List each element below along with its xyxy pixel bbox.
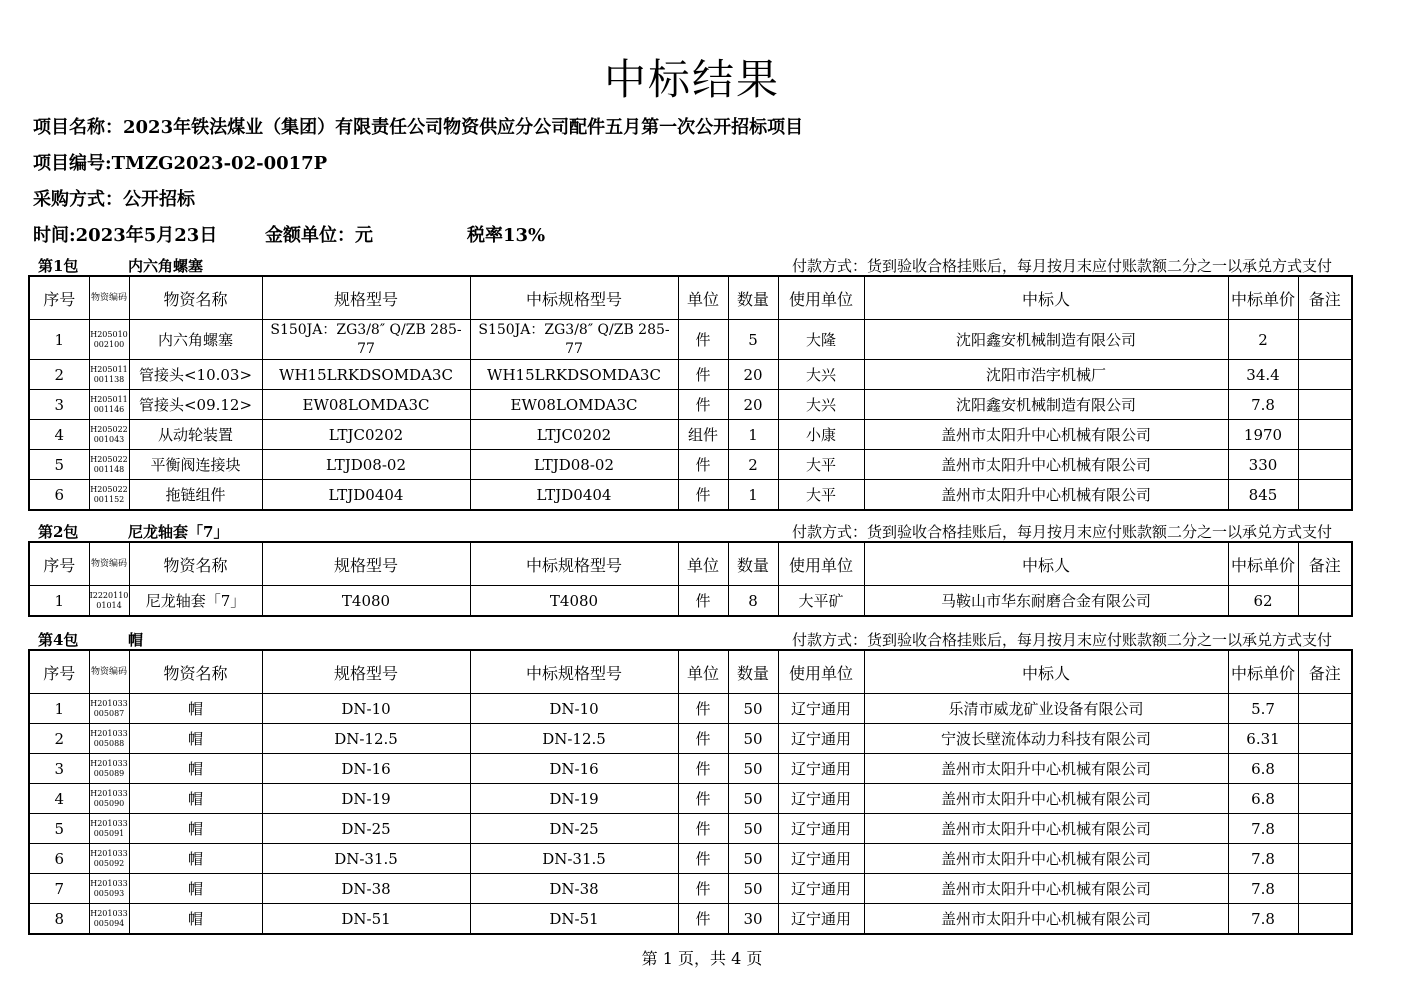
cell-unit: 件 xyxy=(678,586,728,617)
cell-price: 7.8 xyxy=(1228,904,1298,935)
cell-qty: 50 xyxy=(728,814,778,844)
cell-note xyxy=(1298,754,1352,784)
cell-win-spec: DN-25 xyxy=(470,814,678,844)
cell-code: H205011001146 xyxy=(89,390,129,420)
cell-note xyxy=(1298,724,1352,754)
cell-code: H205010002100 xyxy=(89,320,129,360)
cell-price: 7.8 xyxy=(1228,874,1298,904)
cell-qty: 1 xyxy=(728,420,778,450)
table-row xyxy=(29,694,1352,724)
package-number: 第2包 xyxy=(38,523,79,541)
document-title: 中标结果 xyxy=(603,55,780,104)
cell-winner: 盖州市太阳升中心机械有限公司 xyxy=(864,784,1228,814)
cell-qty: 50 xyxy=(728,784,778,814)
cell-winner: 沈阳市浩宇机械厂 xyxy=(864,360,1228,390)
cell-spec: DN-31.5 xyxy=(262,844,470,874)
cell-win-spec: S150JA：ZG3/8″ Q/ZB 285-77 xyxy=(470,320,678,360)
method-label: 采购方式： xyxy=(33,189,123,210)
cell-unit: 件 xyxy=(678,754,728,784)
package-name: 内六角螺塞 xyxy=(128,257,204,275)
cell-seq: 3 xyxy=(29,390,89,420)
table-row xyxy=(29,480,1352,511)
cell-name: 管接头<10.03> xyxy=(129,360,262,390)
cell-name: 内六角螺塞 xyxy=(129,320,262,360)
cell-code: H201033005087 xyxy=(89,694,129,724)
cell-user: 辽宁通用 xyxy=(778,754,864,784)
cell-qty: 5 xyxy=(728,320,778,360)
cell-note xyxy=(1298,320,1352,360)
cell-spec: DN-16 xyxy=(262,754,470,784)
cell-user: 大平矿 xyxy=(778,586,864,617)
column-header: 物资名称 xyxy=(129,542,262,586)
cell-user: 辽宁通用 xyxy=(778,814,864,844)
cell-price: 7.8 xyxy=(1228,814,1298,844)
award-table xyxy=(28,541,1353,617)
cell-unit: 件 xyxy=(678,904,728,935)
cell-note xyxy=(1298,814,1352,844)
cell-win-spec: WH15LRKDSOMDA3C xyxy=(470,360,678,390)
cell-seq: 6 xyxy=(29,844,89,874)
package-name: 帽 xyxy=(128,631,144,649)
cell-spec: LTJD0404 xyxy=(262,480,470,511)
cell-price: 330 xyxy=(1228,450,1298,480)
cell-note xyxy=(1298,450,1352,480)
cell-winner: 盖州市太阳升中心机械有限公司 xyxy=(864,814,1228,844)
cell-name: 帽 xyxy=(129,724,262,754)
cell-qty: 1 xyxy=(728,480,778,511)
project-name-line xyxy=(33,116,803,140)
column-header: 规格型号 xyxy=(262,650,470,694)
cell-qty: 20 xyxy=(728,390,778,420)
cell-user: 辽宁通用 xyxy=(778,784,864,814)
column-header: 规格型号 xyxy=(262,276,470,320)
column-header: 单位 xyxy=(678,276,728,320)
column-header: 物资名称 xyxy=(129,650,262,694)
cell-seq: 2 xyxy=(29,724,89,754)
table-row xyxy=(29,320,1352,360)
cell-unit: 件 xyxy=(678,814,728,844)
cell-name: 帽 xyxy=(129,844,262,874)
table-header-row xyxy=(29,542,1352,586)
table-row xyxy=(29,360,1352,390)
cell-name: 管接头<09.12> xyxy=(129,390,262,420)
table-row xyxy=(29,874,1352,904)
date: 时间:2023年5月23日 xyxy=(33,225,218,246)
cell-note xyxy=(1298,694,1352,724)
cell-code: H205022001043 xyxy=(89,420,129,450)
cell-winner: 乐清市威龙矿业设备有限公司 xyxy=(864,694,1228,724)
table-row xyxy=(29,390,1352,420)
cell-unit: 组件 xyxy=(678,420,728,450)
cell-code: H201033005088 xyxy=(89,724,129,754)
method: 公开招标 xyxy=(123,189,195,210)
cell-seq: 6 xyxy=(29,480,89,511)
package-header xyxy=(38,522,1332,542)
table-row xyxy=(29,450,1352,480)
cell-winner: 沈阳鑫安机械制造有限公司 xyxy=(864,390,1228,420)
cell-qty: 50 xyxy=(728,694,778,724)
cell-price: 34.4 xyxy=(1228,360,1298,390)
cell-qty: 50 xyxy=(728,754,778,784)
project-no-label: 项目编号: xyxy=(33,153,112,174)
award-table xyxy=(28,275,1353,511)
cell-note xyxy=(1298,904,1352,935)
cell-price: 5.7 xyxy=(1228,694,1298,724)
cell-code: H201033005092 xyxy=(89,844,129,874)
column-header: 备注 xyxy=(1298,542,1352,586)
cell-user: 小康 xyxy=(778,420,864,450)
package-header xyxy=(38,256,1332,276)
cell-user: 大平 xyxy=(778,480,864,511)
cell-user: 大兴 xyxy=(778,390,864,420)
cell-seq: 3 xyxy=(29,754,89,784)
cell-spec: DN-10 xyxy=(262,694,470,724)
cell-win-spec: LTJD08-02 xyxy=(470,450,678,480)
column-header: 中标规格型号 xyxy=(470,542,678,586)
cell-spec: S150JA：ZG3/8″ Q/ZB 285-77 xyxy=(262,320,470,360)
page-footer: 第 1 页，共 4 页 xyxy=(641,949,763,968)
cell-user: 辽宁通用 xyxy=(778,904,864,935)
project-no: TMZG2023-02-0017P xyxy=(111,153,328,174)
column-header: 使用单位 xyxy=(778,650,864,694)
cell-seq: 7 xyxy=(29,874,89,904)
column-header: 单位 xyxy=(678,542,728,586)
column-header: 序号 xyxy=(29,276,89,320)
cell-unit: 件 xyxy=(678,320,728,360)
method-line xyxy=(33,188,195,212)
cell-name: 平衡阀连接块 xyxy=(129,450,262,480)
project-name-label: 项目名称： xyxy=(33,117,123,138)
cell-qty: 30 xyxy=(728,904,778,935)
cell-winner: 盖州市太阳升中心机械有限公司 xyxy=(864,754,1228,784)
cell-win-spec: EW08LOMDA3C xyxy=(470,390,678,420)
cell-code: H205011001138 xyxy=(89,360,129,390)
column-header: 规格型号 xyxy=(262,542,470,586)
column-header: 数量 xyxy=(728,650,778,694)
cell-spec: DN-38 xyxy=(262,874,470,904)
currency: 金额单位：元 xyxy=(265,225,373,246)
cell-qty: 50 xyxy=(728,874,778,904)
cell-code: H201033005089 xyxy=(89,754,129,784)
column-header: 使用单位 xyxy=(778,276,864,320)
cell-code: H205022001152 xyxy=(89,480,129,511)
tax-rate: 税率13% xyxy=(467,225,546,246)
payment-terms: 付款方式：货到验收合格挂账后，每月按月末应付账款额二分之一以承兑方式支付 xyxy=(791,631,1332,649)
cell-user: 辽宁通用 xyxy=(778,724,864,754)
cell-unit: 件 xyxy=(678,450,728,480)
cell-user: 辽宁通用 xyxy=(778,874,864,904)
cell-win-spec: DN-10 xyxy=(470,694,678,724)
table-row xyxy=(29,724,1352,754)
column-header: 中标人 xyxy=(864,542,1228,586)
cell-seq: 4 xyxy=(29,784,89,814)
cell-spec: DN-19 xyxy=(262,784,470,814)
table-row xyxy=(29,586,1352,617)
cell-win-spec: DN-38 xyxy=(470,874,678,904)
payment-terms: 付款方式：货到验收合格挂账后，每月按月末应付账款额二分之一以承兑方式支付 xyxy=(791,523,1332,541)
table-row xyxy=(29,754,1352,784)
cell-unit: 件 xyxy=(678,874,728,904)
cell-unit: 件 xyxy=(678,784,728,814)
column-header: 数量 xyxy=(728,276,778,320)
cell-code: H201033005091 xyxy=(89,814,129,844)
cell-name: 帽 xyxy=(129,754,262,784)
table-row xyxy=(29,844,1352,874)
cell-seq: 1 xyxy=(29,320,89,360)
cell-seq: 1 xyxy=(29,694,89,724)
column-header: 物资编码 xyxy=(89,650,129,694)
package-header xyxy=(38,630,1332,650)
cell-winner: 盖州市太阳升中心机械有限公司 xyxy=(864,844,1228,874)
cell-price: 2 xyxy=(1228,320,1298,360)
cell-price: 62 xyxy=(1228,586,1298,617)
column-header: 备注 xyxy=(1298,650,1352,694)
cell-win-spec: DN-19 xyxy=(470,784,678,814)
cell-name: 帽 xyxy=(129,874,262,904)
cell-note xyxy=(1298,480,1352,511)
cell-code: I222011001014 xyxy=(89,586,129,617)
cell-name: 拖链组件 xyxy=(129,480,262,511)
column-header: 中标规格型号 xyxy=(470,276,678,320)
cell-note xyxy=(1298,360,1352,390)
cell-qty: 50 xyxy=(728,724,778,754)
cell-unit: 件 xyxy=(678,724,728,754)
column-header: 序号 xyxy=(29,542,89,586)
cell-user: 大兴 xyxy=(778,360,864,390)
award-table xyxy=(28,649,1353,935)
cell-spec: LTJC0202 xyxy=(262,420,470,450)
cell-name: 帽 xyxy=(129,814,262,844)
cell-code: H201033005090 xyxy=(89,784,129,814)
cell-spec: DN-25 xyxy=(262,814,470,844)
cell-spec: DN-12.5 xyxy=(262,724,470,754)
cell-unit: 件 xyxy=(678,844,728,874)
cell-win-spec: DN-12.5 xyxy=(470,724,678,754)
column-header: 序号 xyxy=(29,650,89,694)
cell-winner: 盖州市太阳升中心机械有限公司 xyxy=(864,420,1228,450)
table-row xyxy=(29,420,1352,450)
column-header: 数量 xyxy=(728,542,778,586)
column-header: 中标单价 xyxy=(1228,276,1298,320)
cell-price: 6.31 xyxy=(1228,724,1298,754)
cell-name: 从动轮装置 xyxy=(129,420,262,450)
cell-user: 辽宁通用 xyxy=(778,844,864,874)
cell-seq: 5 xyxy=(29,450,89,480)
cell-name: 帽 xyxy=(129,784,262,814)
table-header-row xyxy=(29,650,1352,694)
table-row xyxy=(29,904,1352,935)
cell-unit: 件 xyxy=(678,390,728,420)
cell-name: 帽 xyxy=(129,694,262,724)
table-row xyxy=(29,784,1352,814)
cell-seq: 8 xyxy=(29,904,89,935)
package-number: 第4包 xyxy=(38,631,79,649)
column-header: 备注 xyxy=(1298,276,1352,320)
project-name: 2023年铁法煤业（集团）有限责任公司物资供应分公司配件五月第一次公开招标项目 xyxy=(123,117,804,138)
cell-code: H205022001148 xyxy=(89,450,129,480)
cell-name: 尼龙轴套「7」 xyxy=(129,586,262,617)
cell-user: 大隆 xyxy=(778,320,864,360)
cell-code: H201033005093 xyxy=(89,874,129,904)
cell-unit: 件 xyxy=(678,694,728,724)
cell-spec: T4080 xyxy=(262,586,470,617)
cell-price: 6.8 xyxy=(1228,754,1298,784)
cell-winner: 盖州市太阳升中心机械有限公司 xyxy=(864,450,1228,480)
cell-unit: 件 xyxy=(678,480,728,511)
cell-note xyxy=(1298,586,1352,617)
cell-win-spec: DN-51 xyxy=(470,904,678,935)
cell-spec: LTJD08-02 xyxy=(262,450,470,480)
column-header: 中标单价 xyxy=(1228,542,1298,586)
cell-winner: 盖州市太阳升中心机械有限公司 xyxy=(864,874,1228,904)
table-row xyxy=(29,814,1352,844)
cell-win-spec: DN-16 xyxy=(470,754,678,784)
cell-seq: 4 xyxy=(29,420,89,450)
cell-note xyxy=(1298,784,1352,814)
cell-code: H201033005094 xyxy=(89,904,129,935)
column-header: 物资编码 xyxy=(89,276,129,320)
cell-note xyxy=(1298,844,1352,874)
cell-seq: 2 xyxy=(29,360,89,390)
cell-seq: 5 xyxy=(29,814,89,844)
cell-price: 7.8 xyxy=(1228,390,1298,420)
cell-note xyxy=(1298,390,1352,420)
column-header: 中标人 xyxy=(864,650,1228,694)
cell-user: 大平 xyxy=(778,450,864,480)
column-header: 物资编码 xyxy=(89,542,129,586)
cell-qty: 2 xyxy=(728,450,778,480)
column-header: 中标人 xyxy=(864,276,1228,320)
cell-spec: DN-51 xyxy=(262,904,470,935)
cell-winner: 沈阳鑫安机械制造有限公司 xyxy=(864,320,1228,360)
cell-spec: WH15LRKDSOMDA3C xyxy=(262,360,470,390)
package-number: 第1包 xyxy=(38,257,79,275)
cell-price: 1970 xyxy=(1228,420,1298,450)
cell-seq: 1 xyxy=(29,586,89,617)
column-header: 单位 xyxy=(678,650,728,694)
column-header: 使用单位 xyxy=(778,542,864,586)
cell-winner: 盖州市太阳升中心机械有限公司 xyxy=(864,904,1228,935)
cell-note xyxy=(1298,874,1352,904)
cell-name: 帽 xyxy=(129,904,262,935)
cell-user: 辽宁通用 xyxy=(778,694,864,724)
cell-win-spec: DN-31.5 xyxy=(470,844,678,874)
cell-price: 845 xyxy=(1228,480,1298,511)
cell-win-spec: LTJC0202 xyxy=(470,420,678,450)
cell-qty: 20 xyxy=(728,360,778,390)
cell-winner: 宁波长壁流体动力科技有限公司 xyxy=(864,724,1228,754)
cell-price: 7.8 xyxy=(1228,844,1298,874)
cell-win-spec: T4080 xyxy=(470,586,678,617)
cell-winner: 马鞍山市华东耐磨合金有限公司 xyxy=(864,586,1228,617)
cell-winner: 盖州市太阳升中心机械有限公司 xyxy=(864,480,1228,511)
cell-qty: 50 xyxy=(728,844,778,874)
cell-price: 6.8 xyxy=(1228,784,1298,814)
project-no-line xyxy=(33,152,327,176)
date-line xyxy=(33,224,546,248)
payment-terms: 付款方式：货到验收合格挂账后，每月按月末应付账款额二分之一以承兑方式支付 xyxy=(791,257,1332,275)
column-header: 中标规格型号 xyxy=(470,650,678,694)
cell-win-spec: LTJD0404 xyxy=(470,480,678,511)
cell-spec: EW08LOMDA3C xyxy=(262,390,470,420)
column-header: 中标单价 xyxy=(1228,650,1298,694)
cell-qty: 8 xyxy=(728,586,778,617)
column-header: 物资名称 xyxy=(129,276,262,320)
package-name: 尼龙轴套「7」 xyxy=(128,523,229,541)
cell-note xyxy=(1298,420,1352,450)
cell-unit: 件 xyxy=(678,360,728,390)
table-header-row xyxy=(29,276,1352,320)
